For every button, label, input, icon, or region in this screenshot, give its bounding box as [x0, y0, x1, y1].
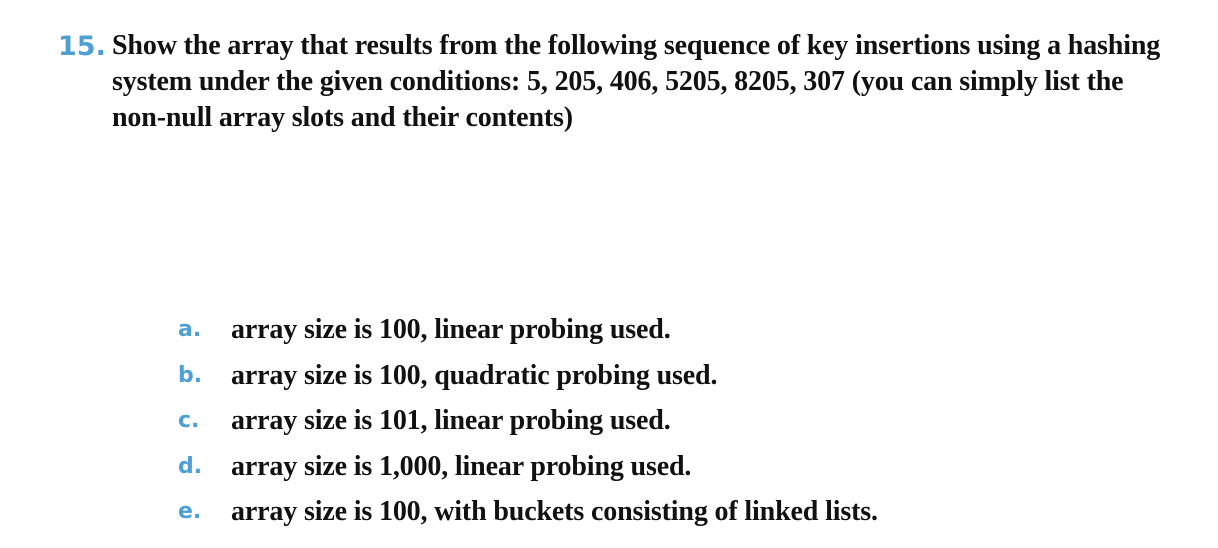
option-text: array size is 100, quadratic probing used.: [231, 359, 718, 391]
question-number: 15.: [58, 31, 106, 62]
option-c: [178, 401, 1078, 447]
option-e: [178, 492, 1078, 538]
option-text: array size is 100, with buckets consisting of linked lists.: [231, 496, 878, 527]
question-text: Show the array that results from the following sequence of key insertions using a hashing system under the given conditions: 5, 205, 406, 5205, 8205, 307 (you can simply list the non-null array slots and their contents): [112, 30, 1161, 133]
option-a: [178, 310, 1078, 356]
option-letter: e.: [178, 499, 202, 524]
option-d: [178, 447, 1078, 493]
option-text: array size is 100, linear probing used.: [231, 314, 671, 345]
option-letter: a.: [178, 317, 202, 342]
option-letter: c.: [178, 408, 200, 433]
option-letter: d.: [178, 453, 203, 479]
answer-options-list: [178, 310, 1078, 538]
option-text: array size is 101, linear probing used.: [231, 405, 671, 436]
option-letter: b.: [178, 362, 203, 388]
option-text: array size is 1,000, linear probing used.: [231, 450, 692, 482]
option-b: [178, 356, 1078, 402]
